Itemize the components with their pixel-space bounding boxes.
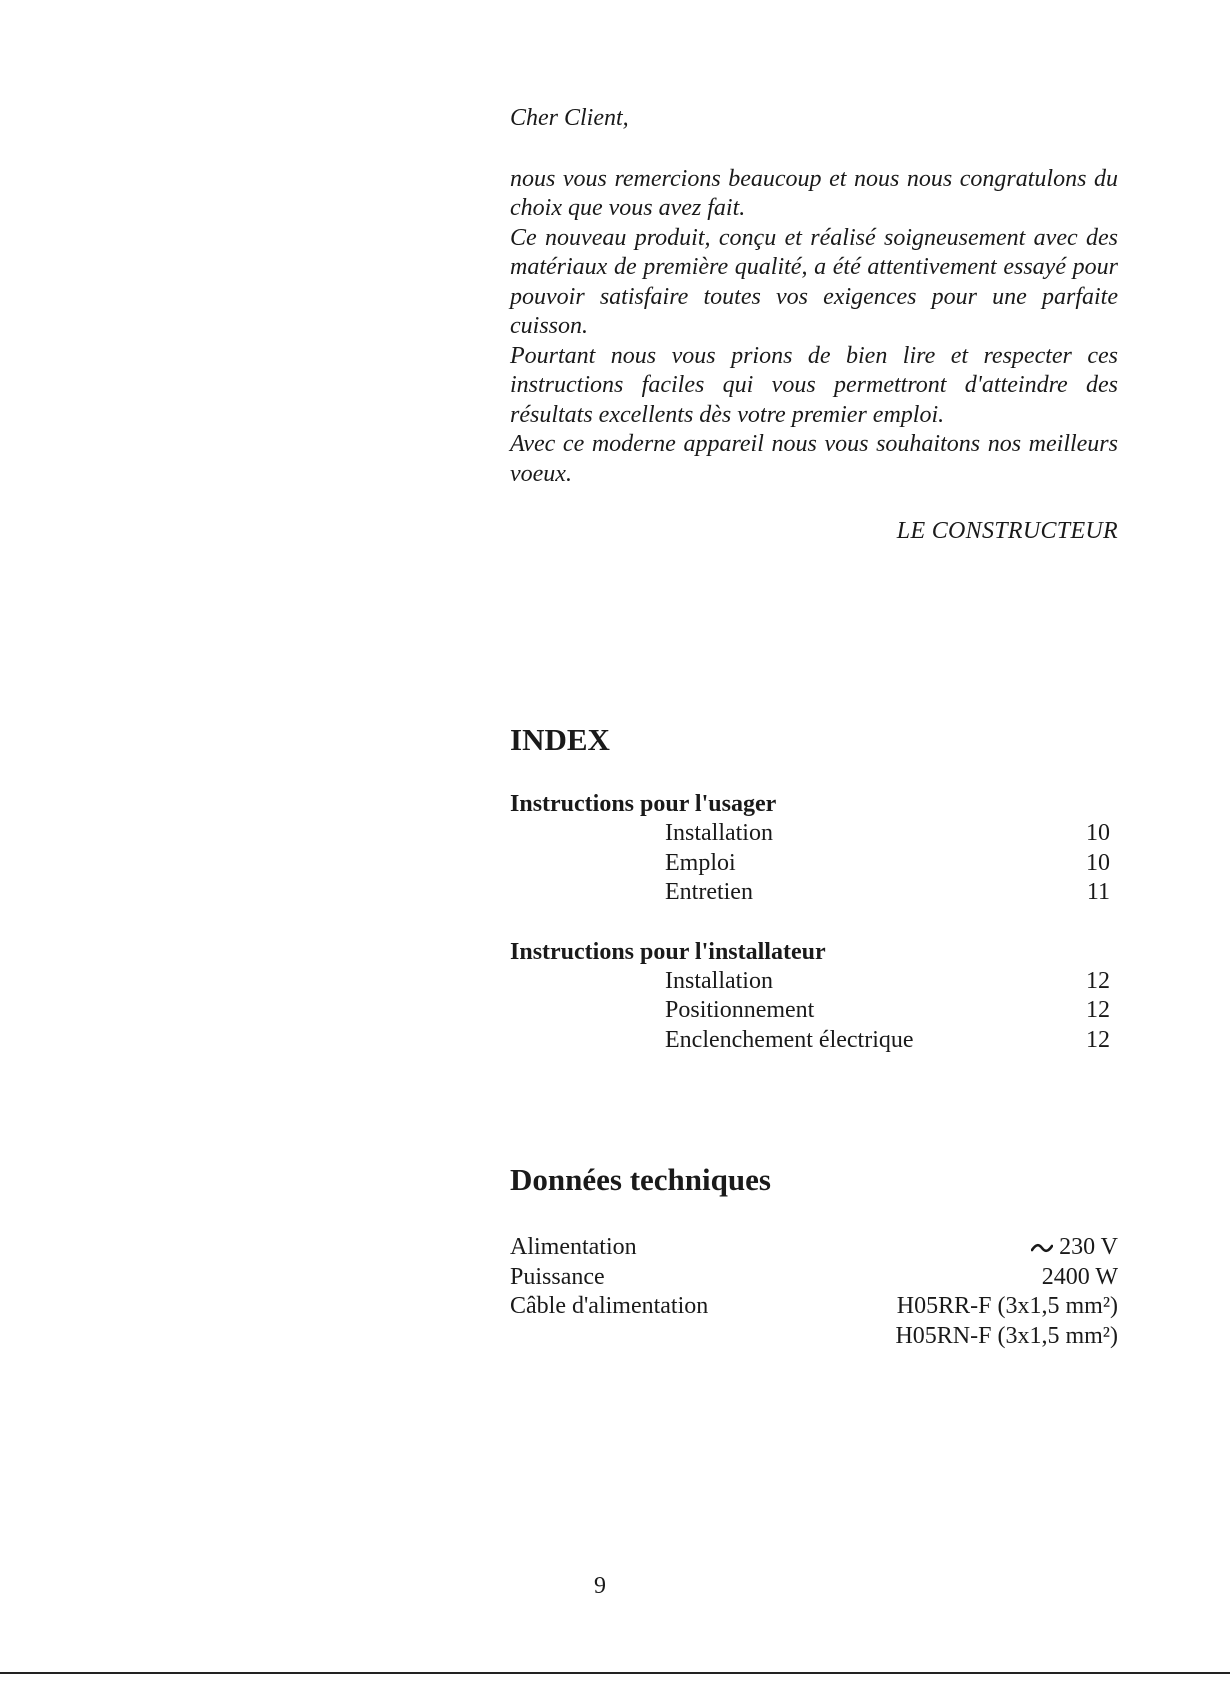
index-entry-label: Entretien bbox=[665, 879, 753, 905]
tech-specs bbox=[510, 1233, 1118, 1351]
spec-label: Câble d'alimentation bbox=[510, 1293, 709, 1319]
letter bbox=[510, 104, 1118, 489]
index-entry bbox=[510, 878, 1110, 908]
index-entry-label: Enclenchement électrique bbox=[665, 1026, 914, 1053]
page-number: 9 bbox=[594, 1573, 606, 1599]
index-entry bbox=[510, 996, 1110, 1026]
letter-signature: LE CONSTRUCTEUR bbox=[896, 518, 1118, 544]
index-list bbox=[510, 789, 1110, 1084]
spec-value: 230 V bbox=[1059, 1234, 1118, 1260]
index-group-user bbox=[510, 789, 1110, 908]
index-entry-page: 11 bbox=[1086, 879, 1110, 905]
index-entry-page: 10 bbox=[1086, 849, 1110, 876]
spec-value-alternate: H05RN-F (3x1,5 mm²) bbox=[895, 1322, 1118, 1349]
index-entry-page: 10 bbox=[1086, 820, 1110, 846]
letter-greeting: Cher Client, bbox=[510, 105, 629, 131]
spec-value: 2400 W bbox=[1041, 1263, 1118, 1290]
index-group-title: Instructions pour l'usager bbox=[510, 791, 777, 817]
index-entry bbox=[510, 967, 1110, 997]
index-entry-page: 12 bbox=[1086, 997, 1110, 1023]
letter-paragraph: Avec ce moderne appareil nous vous souhaitons nos meilleurs voeux. bbox=[510, 431, 1118, 487]
index-entry-page: 12 bbox=[1086, 967, 1110, 994]
index-entry-label: Installation bbox=[665, 820, 773, 846]
index-entry bbox=[510, 849, 1110, 879]
index-entry bbox=[510, 1026, 1110, 1056]
index-entry-label: Emploi bbox=[665, 849, 736, 876]
alternating-current-icon bbox=[1031, 1243, 1053, 1253]
spec-row bbox=[510, 1292, 1118, 1322]
page-bottom-rule bbox=[0, 1672, 1230, 1674]
letter-paragraph: Pourtant nous vous prions de bien lire et respecter ces instructions faciles qui vous permettront d'atteindre des résultats excellents dès votre premier emploi. bbox=[510, 342, 1118, 428]
spec-value-wrap bbox=[1031, 1233, 1118, 1263]
index-heading: INDEX bbox=[510, 722, 610, 757]
index-entry-label: Positionnement bbox=[665, 997, 815, 1023]
spec-label: Puissance bbox=[510, 1263, 605, 1290]
index-entry-page: 12 bbox=[1086, 1026, 1110, 1053]
spec-label: Alimentation bbox=[510, 1234, 637, 1260]
index-entry-label: Installation bbox=[665, 967, 773, 994]
letter-paragraph: nous vous remercions beaucoup et nous nous congratulons du choix que vous avez fait. bbox=[510, 165, 1118, 221]
spec-row bbox=[510, 1233, 1118, 1263]
letter-paragraph: Ce nouveau produit, conçu et réalisé soigneusement avec des matériaux de première qualité, a été attentivement essayé pour pouvoir satisfaire toutes vos exigences pour une parfaite cuisson. bbox=[510, 224, 1118, 339]
index-entry bbox=[510, 819, 1110, 849]
index-group-installer bbox=[510, 937, 1110, 1056]
spec-value: H05RR-F (3x1,5 mm²) bbox=[896, 1293, 1118, 1319]
tech-heading: Données techniques bbox=[510, 1162, 771, 1197]
index-group-title: Instructions pour l'installateur bbox=[510, 938, 826, 965]
spec-row bbox=[510, 1263, 1118, 1293]
